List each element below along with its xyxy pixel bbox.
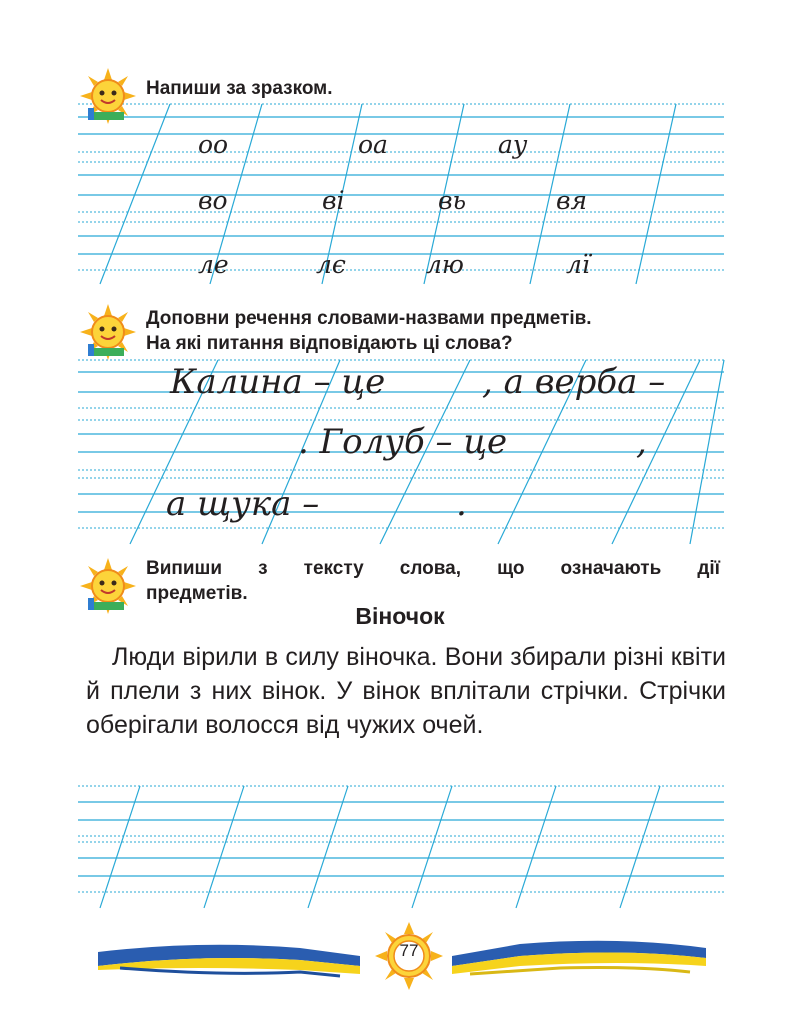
ruling-line xyxy=(100,786,140,908)
sample-letters: лї xyxy=(566,250,590,279)
ruling-line xyxy=(100,104,170,284)
sun-mascot-icon xyxy=(80,304,136,360)
ruling-line xyxy=(412,786,452,908)
sentence-fragment: , xyxy=(636,422,647,462)
sample-letters: ле xyxy=(198,250,229,279)
sentence-fragment: , а верба – xyxy=(482,362,666,402)
task-3-instruction: Випиши з тексту слова, що означають дії предметів. xyxy=(146,558,720,604)
sample-letters: оо xyxy=(198,130,229,159)
sentence-fragment: . Голуб – це xyxy=(298,422,508,462)
text-body: Люди вірили в силу віночка. Вони збирали різні квіти й плели з них вінок. У вінок вплітали стрічки. Стрічки оберігали волосся від чужих очей. xyxy=(86,643,726,739)
sample-letters: лє xyxy=(316,250,346,279)
sample-letters: вя xyxy=(556,186,588,215)
sample-letters: ві xyxy=(322,186,345,215)
ruling-line xyxy=(204,786,244,908)
sample-letters: во xyxy=(198,186,228,215)
sample-letters: вь xyxy=(438,186,467,215)
ruling-line xyxy=(636,104,676,284)
sentence-fragment: а щука – xyxy=(166,484,320,524)
ruling-line xyxy=(516,786,556,908)
sample-letters: ау xyxy=(498,130,528,159)
sample-letters: лю xyxy=(426,250,464,279)
sun-mascot-icon xyxy=(80,68,136,124)
ruling-line xyxy=(620,786,660,908)
sample-letters: оа xyxy=(358,130,388,159)
text-title: Віночок xyxy=(355,603,445,629)
sentence-fragment: . xyxy=(456,484,467,524)
task-1-instruction: Напиши за зразком. xyxy=(146,78,333,99)
sentence-fragment: Калина – це xyxy=(170,362,386,402)
task-2-instruction: Доповни речення словами-назвами предметів. На які питання відповідають ці слова? xyxy=(146,308,592,354)
page-number: 77 xyxy=(399,941,419,960)
ruling-line xyxy=(308,786,348,908)
